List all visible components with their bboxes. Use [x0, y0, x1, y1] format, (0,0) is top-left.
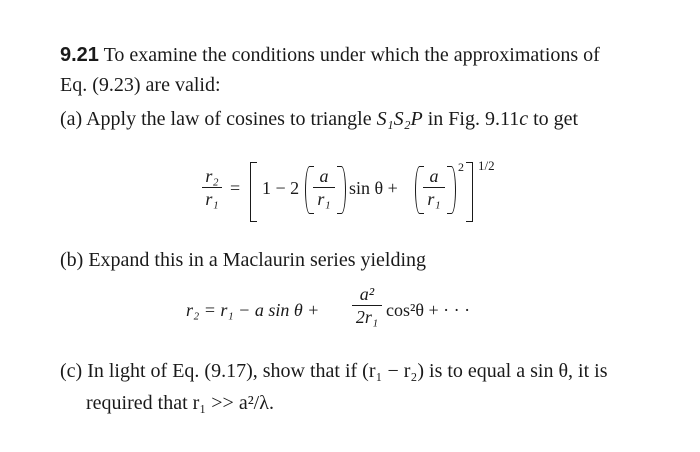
- part-a-fig-letter: c: [519, 108, 529, 130]
- part-a-text-end: to get: [533, 108, 579, 130]
- eq1-square: 2: [458, 160, 464, 174]
- eq1-one-minus-two: 1 − 2: [262, 178, 300, 198]
- eq1-inner-fraction-2: [423, 166, 445, 209]
- eq2-denominator: 2r₁: [355, 307, 379, 327]
- part-c-label: (c): [60, 360, 83, 382]
- eq1-inner-fraction-1: [313, 166, 335, 209]
- part-c-line2: required that r₁ >> a²/λ.: [86, 392, 274, 414]
- eq2-numerator: a²: [359, 284, 375, 304]
- part-a-text-before: Apply the law of cosines to triangle: [86, 108, 372, 130]
- part-a-label: (a): [60, 108, 83, 130]
- eq1-inner-numerator-1: a: [319, 166, 329, 186]
- part-c-line1: [60, 360, 608, 383]
- eq1-inner-denominator-2: r₁: [427, 189, 441, 209]
- eq1-inner-numerator-2: a: [429, 166, 439, 186]
- part-a-text: [60, 108, 578, 131]
- eq1-lhs-numerator: r₂: [205, 166, 219, 186]
- eq1-left-bracket: [250, 162, 257, 222]
- part-b-body: Expand this in a Maclaurin series yielding: [88, 249, 427, 271]
- eq1-equals: =: [230, 178, 241, 198]
- eq1-lhs-denominator: r₁: [205, 189, 219, 209]
- eq1-right-paren-1: [337, 166, 346, 214]
- problem-intro-line2: Eq. (9.23) are valid:: [60, 74, 221, 96]
- eq2-fraction: [352, 284, 382, 327]
- part-a-triangle: S₁S₂P: [376, 108, 423, 130]
- eq1-lhs-fraction: [202, 166, 222, 209]
- eq1-sin-term: sin θ +: [349, 178, 398, 198]
- part-c-line1-text: In light of Eq. (9.17), show that if (r₁ − r₂) is to equal a sin θ, it is: [87, 360, 608, 382]
- eq1-exponent: 1/2: [478, 158, 495, 173]
- equation-2: [186, 282, 526, 338]
- part-b-label: (b): [60, 249, 84, 271]
- eq1-right-paren-2: [447, 166, 456, 214]
- equation-1: [196, 160, 526, 230]
- eq1-inner-denominator-1: r₁: [317, 189, 331, 209]
- part-a-text-after: in Fig. 9.11: [427, 108, 520, 130]
- eq2-tail: cos²θ + · · ·: [386, 300, 471, 320]
- eq1-right-bracket: [466, 162, 473, 222]
- problem-intro-line1: To examine the conditions under which the approximations of: [103, 44, 600, 66]
- eq2-lhs: r₂ = r₁ − a sin θ +: [186, 300, 320, 320]
- part-b-text: [60, 249, 426, 272]
- problem-number: 9.21: [60, 44, 99, 66]
- problem-heading: [60, 44, 600, 67]
